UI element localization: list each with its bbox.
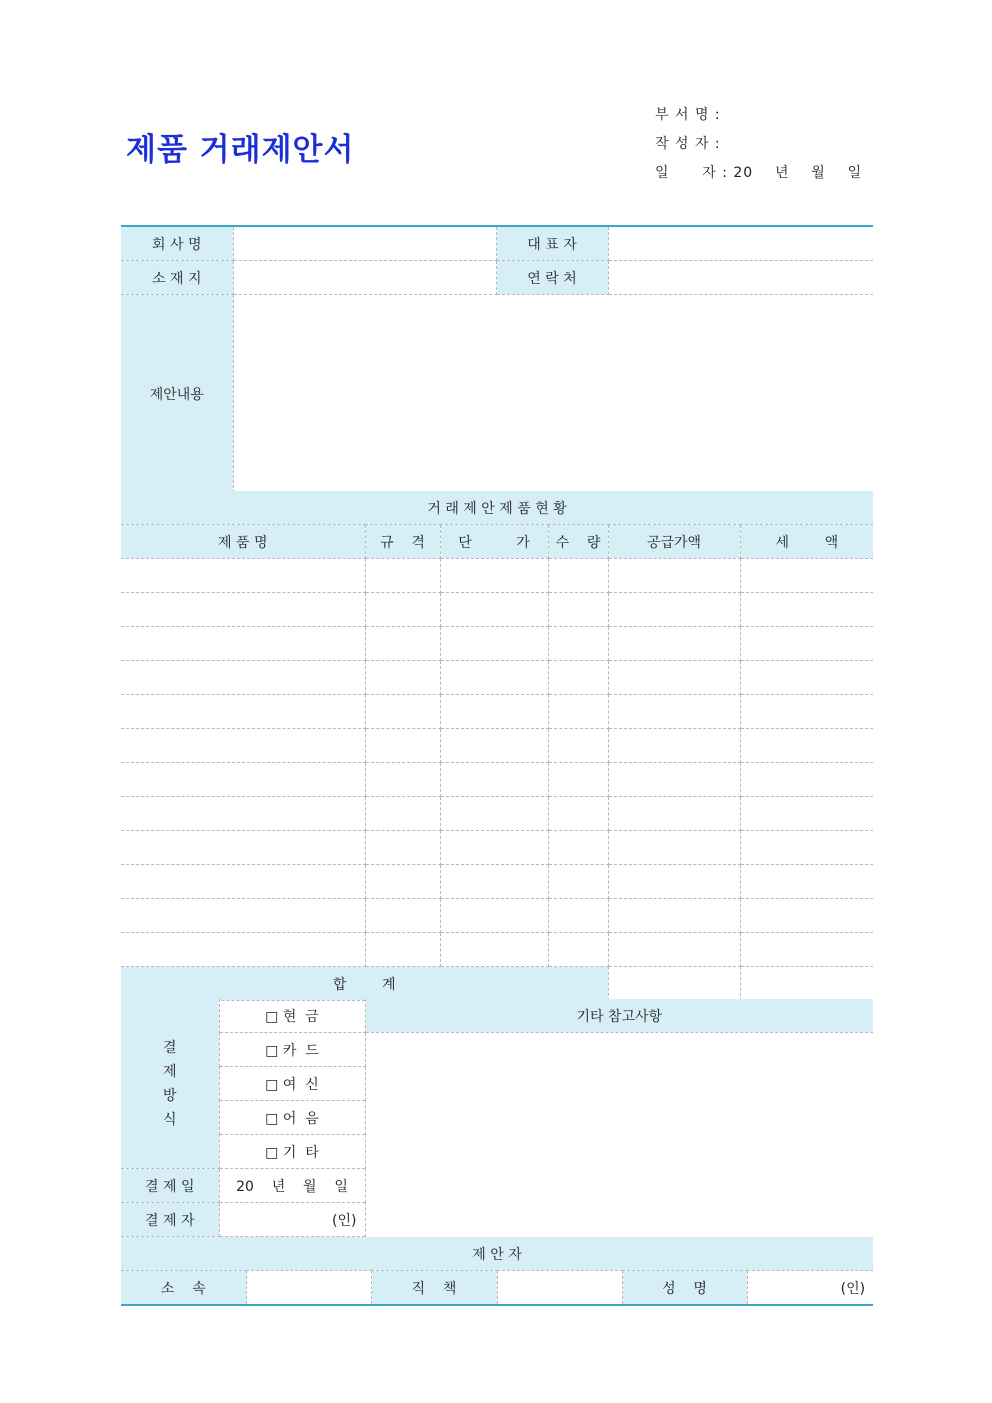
payer-label: 결 제 자 [121, 1203, 219, 1237]
item-cell[interactable] [121, 865, 365, 899]
item-cell[interactable] [121, 661, 365, 695]
item-cell[interactable] [740, 661, 873, 695]
item-cell[interactable] [440, 627, 548, 661]
item-row [121, 899, 873, 933]
item-cell[interactable] [548, 797, 608, 831]
payment-option-other[interactable]: □ 기 타 [219, 1135, 365, 1169]
item-cell[interactable] [608, 797, 740, 831]
item-rows [121, 559, 873, 967]
item-cell[interactable] [440, 797, 548, 831]
header-product-name: 제 품 명 [121, 525, 365, 559]
item-cell[interactable] [548, 593, 608, 627]
payer-seal[interactable]: (인) [219, 1203, 365, 1237]
header-unit-price: 단 가 [440, 525, 548, 559]
item-cell[interactable] [440, 593, 548, 627]
item-row [121, 933, 873, 967]
company-name-input[interactable] [233, 226, 496, 261]
item-cell[interactable] [548, 933, 608, 967]
company-name-label: 회 사 명 [121, 226, 233, 261]
address-input[interactable] [233, 261, 496, 295]
item-row [121, 831, 873, 865]
items-section-title: 거 래 제 안 제 품 현 황 [121, 491, 873, 525]
item-cell[interactable] [365, 627, 440, 661]
item-cell[interactable] [548, 865, 608, 899]
item-cell[interactable] [440, 933, 548, 967]
header-quantity: 수 량 [548, 525, 608, 559]
item-cell[interactable] [440, 899, 548, 933]
total-supply-cell[interactable] [608, 967, 740, 1001]
item-cell[interactable] [440, 831, 548, 865]
proposed-items-table [121, 491, 873, 1001]
item-cell[interactable] [440, 729, 548, 763]
item-cell[interactable] [740, 729, 873, 763]
item-cell[interactable] [548, 899, 608, 933]
payment-date-label: 결 제 일 [121, 1169, 219, 1203]
item-cell[interactable] [365, 797, 440, 831]
payment-date-value[interactable]: 20 년 월 일 [219, 1169, 365, 1203]
item-cell[interactable] [121, 695, 365, 729]
payment-table [121, 999, 873, 1237]
item-cell[interactable] [121, 899, 365, 933]
item-cell[interactable] [608, 933, 740, 967]
name-label: 성 명 [622, 1271, 747, 1306]
item-cell[interactable] [121, 593, 365, 627]
item-cell[interactable] [740, 933, 873, 967]
item-cell[interactable] [548, 695, 608, 729]
ceo-input[interactable] [608, 226, 873, 261]
item-cell[interactable] [365, 933, 440, 967]
payment-method-label: 결 제 방 식 [121, 999, 219, 1169]
item-row [121, 627, 873, 661]
item-cell[interactable] [365, 593, 440, 627]
affiliation-label: 소 속 [121, 1271, 246, 1306]
contact-input[interactable] [608, 261, 873, 295]
company-info-table [121, 225, 873, 493]
item-cell[interactable] [608, 661, 740, 695]
item-cell[interactable] [440, 559, 548, 593]
item-cell[interactable] [440, 865, 548, 899]
item-cell[interactable] [608, 695, 740, 729]
item-cell[interactable] [740, 797, 873, 831]
header-tax: 세 액 [740, 525, 873, 559]
item-cell[interactable] [365, 695, 440, 729]
header-spec: 규 격 [365, 525, 440, 559]
notes-title: 기타 참고사항 [365, 999, 873, 1033]
date-field[interactable]: 일 자 : 20 년 월 일 [655, 165, 863, 181]
affiliation-input[interactable] [246, 1271, 371, 1306]
item-cell[interactable] [440, 695, 548, 729]
item-cell[interactable] [548, 627, 608, 661]
contact-label: 연 락 처 [496, 261, 608, 295]
item-row [121, 695, 873, 729]
address-label: 소 재 지 [121, 261, 233, 295]
item-cell[interactable] [740, 559, 873, 593]
payment-option-cash[interactable]: □ 현 금 [219, 999, 365, 1033]
item-row [121, 593, 873, 627]
item-cell[interactable] [740, 899, 873, 933]
item-cell[interactable] [365, 831, 440, 865]
item-row [121, 661, 873, 695]
item-row [121, 729, 873, 763]
document-title: 제품 거래제안서 [126, 132, 355, 168]
item-cell[interactable] [121, 933, 365, 967]
payment-option-card[interactable]: □ 카 드 [219, 1033, 365, 1067]
item-row [121, 865, 873, 899]
item-cell[interactable] [548, 661, 608, 695]
item-cell[interactable] [365, 661, 440, 695]
item-cell[interactable] [121, 559, 365, 593]
item-row [121, 559, 873, 593]
position-input[interactable] [497, 1271, 622, 1306]
item-cell[interactable] [740, 695, 873, 729]
item-row [121, 797, 873, 831]
proposer-table [121, 1237, 873, 1306]
total-tax-cell[interactable] [740, 967, 873, 1001]
item-cell[interactable] [121, 797, 365, 831]
item-cell[interactable] [740, 865, 873, 899]
item-cell[interactable] [608, 865, 740, 899]
payment-option-credit[interactable]: □ 여 신 [219, 1067, 365, 1101]
item-cell[interactable] [365, 865, 440, 899]
author-field[interactable]: 작 성 자 : [655, 136, 721, 152]
notes-input[interactable] [365, 1033, 873, 1237]
item-cell[interactable] [121, 627, 365, 661]
item-cell[interactable] [608, 627, 740, 661]
item-cell[interactable] [608, 593, 740, 627]
item-cell[interactable] [121, 729, 365, 763]
item-cell[interactable] [608, 763, 740, 797]
item-cell[interactable] [365, 559, 440, 593]
item-cell[interactable] [440, 661, 548, 695]
item-cell[interactable] [365, 899, 440, 933]
item-cell[interactable] [548, 763, 608, 797]
item-cell[interactable] [740, 627, 873, 661]
item-cell[interactable] [548, 831, 608, 865]
proposal-content-input[interactable] [233, 295, 873, 493]
item-cell[interactable] [365, 729, 440, 763]
item-cell[interactable] [740, 593, 873, 627]
item-cell[interactable] [548, 729, 608, 763]
total-label: 합 계 [121, 967, 608, 1001]
proposer-section-title: 제 안 자 [121, 1237, 873, 1271]
item-cell[interactable] [121, 763, 365, 797]
item-cell[interactable] [608, 559, 740, 593]
item-cell[interactable] [608, 899, 740, 933]
item-cell[interactable] [365, 763, 440, 797]
header-supply-amount: 공급가액 [608, 525, 740, 559]
item-cell[interactable] [740, 831, 873, 865]
item-cell[interactable] [548, 559, 608, 593]
item-row [121, 763, 873, 797]
position-label: 직 책 [371, 1271, 497, 1306]
item-cell[interactable] [740, 763, 873, 797]
item-cell[interactable] [608, 831, 740, 865]
proposer-seal[interactable]: (인) [747, 1271, 873, 1306]
payment-option-bill[interactable]: □ 어 음 [219, 1101, 365, 1135]
department-field[interactable]: 부 서 명 : [655, 107, 721, 123]
ceo-label: 대 표 자 [496, 226, 608, 261]
proposal-content-label: 제안내용 [121, 295, 233, 493]
item-cell[interactable] [440, 763, 548, 797]
item-cell[interactable] [121, 831, 365, 865]
item-cell[interactable] [608, 729, 740, 763]
